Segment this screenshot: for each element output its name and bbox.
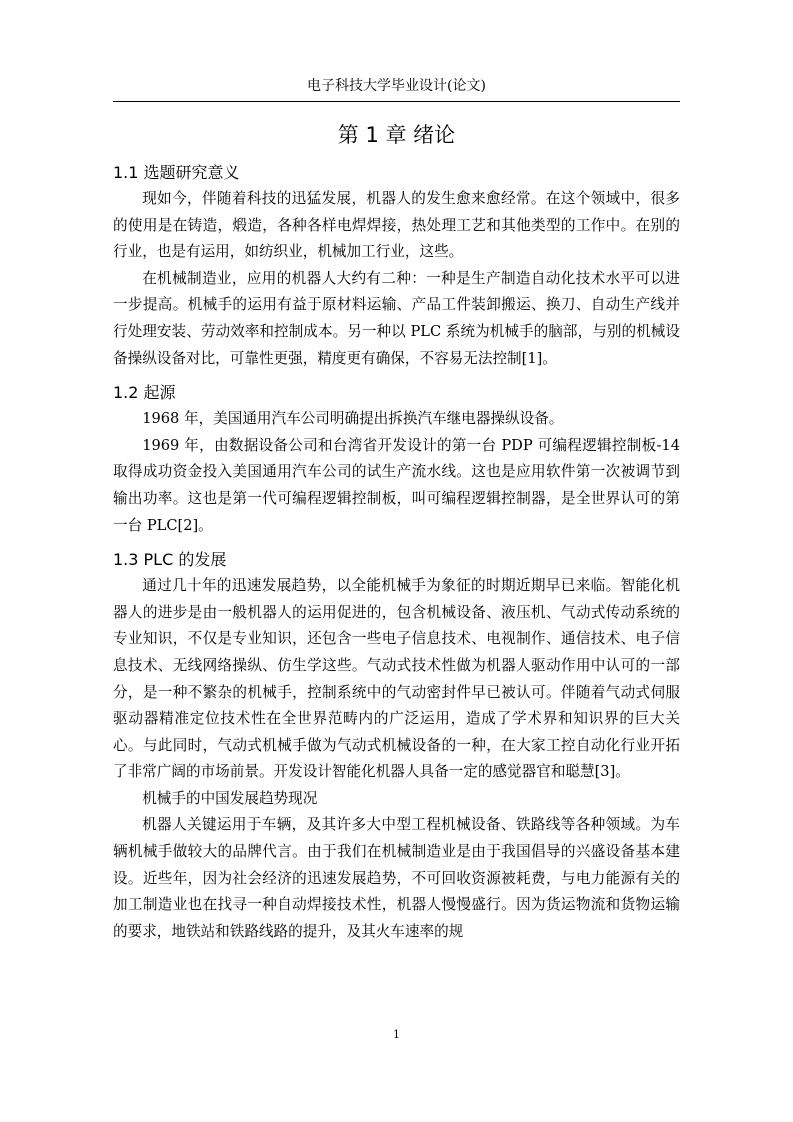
paragraph: 机械手的中国发展趋势现况 [142, 789, 318, 807]
running-header: 电子科技大学毕业设计(论文) [307, 78, 486, 94]
paragraph: 1969 年，由数据设备公司和台湾省开发设计的第一台 PDP 可编程逻辑控制板-14 取得成功资金投入美国通用汽车公司的试生产流水线。这也是应用软件第一次被调节到输出功率。这也是第一代可编程逻辑控制板，叫可编程逻辑控制器，是全世界认可的第一台 PLC[2]。 [113, 436, 680, 534]
section-heading: 1.2 起源 [113, 383, 176, 403]
section-heading: 1.1 选题研究意义 [113, 163, 240, 182]
paragraph: 现如今，伴随着科技的迅猛发展，机器人的发生愈来愈经常。在这个领域中，很多的使用是在铸造，煅造，各种各样电焊焊接，热处理工艺和其他类型的工作中。在别的行业，也是有运用，如纺织业，机械加工行业，这些。 [113, 190, 680, 261]
chapter-title: 第 1 章 绪论 [337, 123, 456, 147]
section-heading: 1.3 PLC 的发展 [113, 550, 227, 570]
section-1-3 [113, 547, 680, 945]
paragraph: 在机械制造业，应用的机器人大约有二种：一种是生产制造自动化技术水平可以进一步提高。机械手的运用有益于原材料运输、产品工件装卸搬运、换刀、自动生产线并行处理安装、劳动效率和控制成本。另一种以 PLC 系统为机械手的脑部，与别的机械设备操纵设备对比，可靠性更强，精度更有确保，不容易无法控制[1]。 [113, 269, 680, 367]
header-rule [113, 101, 680, 102]
page-number: 1 [393, 1028, 400, 1041]
paragraph: 通过几十年的迅速发展趋势，以全能机械手为象征的时期近期早已来临。智能化机器人的进步是由一般机器人的运用促进的，包含机械设备、液压机、气动式传动系统的专业知识，不仅是专业知识，还包含一些电子信息技术、电视制作、通信技术、电子信息技术、无线网络操纵、仿生学这些。气动式技术性做为机器人驱动作用中认可的一部分，是一种不繁杂的机械手，控制系统中的气动密封件早已被认可。伴随着气动式伺服驱动器精准定位技术性在全世界范畴内的广泛运用，造成了学术界和知识界的巨大关心。与此同时，气动式机械手做为气动式机械设备的一种，在大家工控自动化行业开拓了非常广阔的市场前景。开发设计智能化机器人具备一定的感觉器官和聪慧[3]。 [113, 577, 680, 781]
body-content [113, 160, 680, 945]
section-1-2 [113, 380, 680, 539]
paragraph: 机器人关键运用于车辆，及其许多大中型工程机械设备、铁路线等各种领域。为车辆机械手做较大的品牌代言。由于我们在机械制造业是由于我国倡导的兴盛设备基本建设。近些年，因为社会经济的迅速发展趋势，不可回收资源被耗费，与电力能源有关的加工制造业也在找寻一种自动焊接技术性，机器人慢慢盛行。因为货运物流和货物运输的要求，地铁站和铁路线路的提升，及其火车速率的规 [113, 816, 680, 940]
paragraph: 1968 年，美国通用汽车公司明确提出拆换汽车继电器操纵设备。 [142, 410, 564, 428]
section-1-1 [113, 160, 680, 372]
